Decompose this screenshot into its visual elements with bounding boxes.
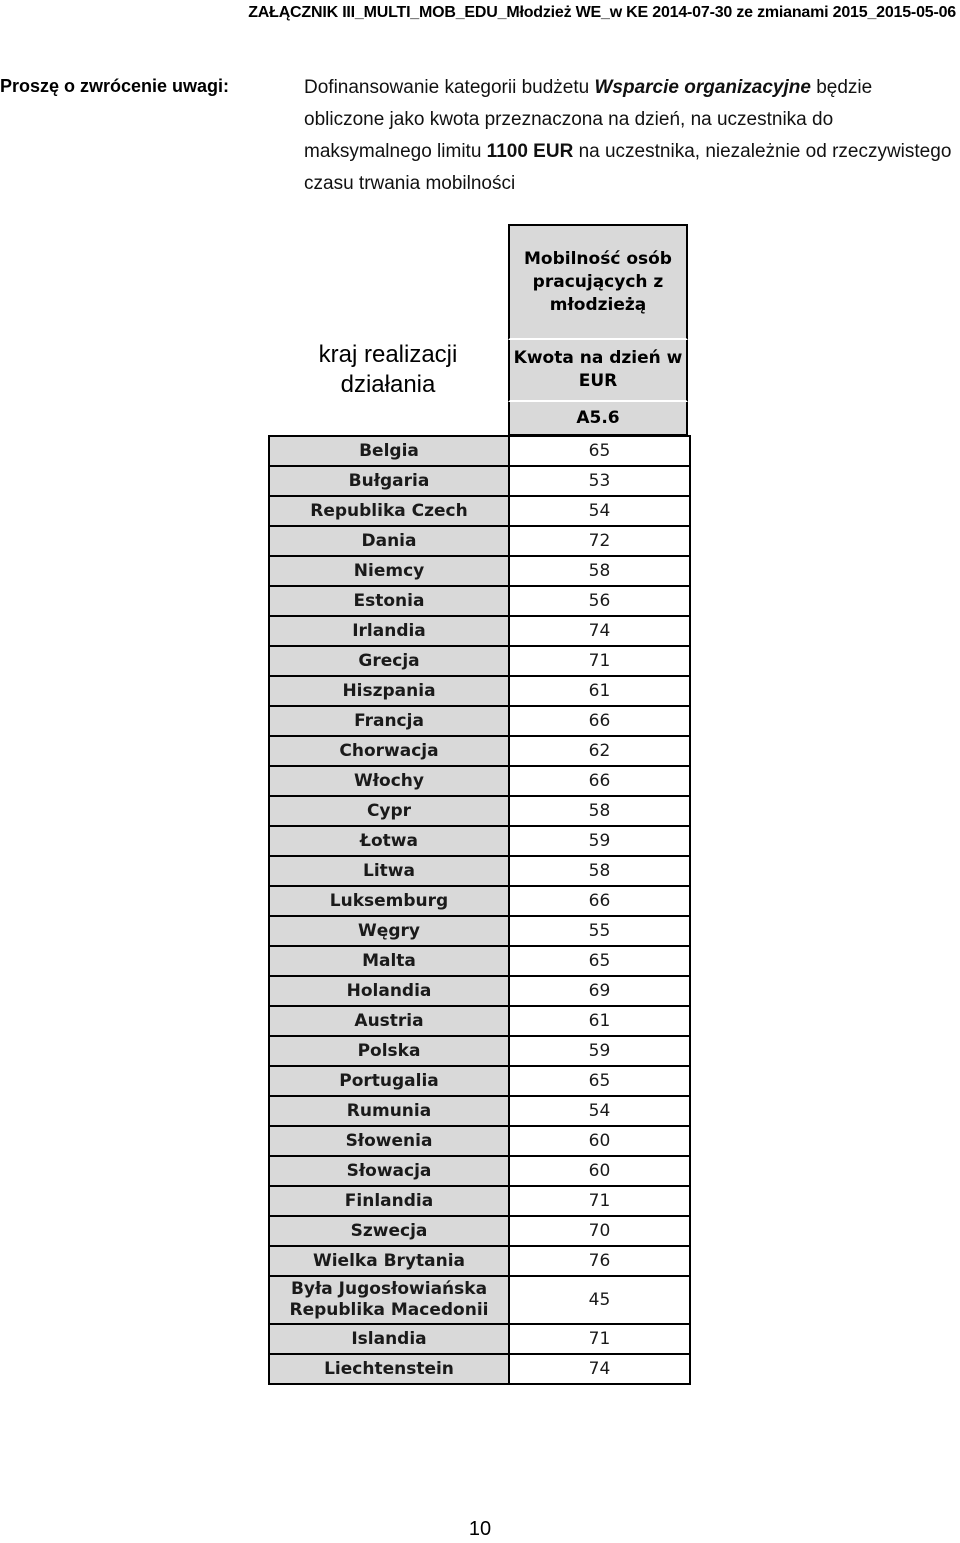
country-cell: Była Jugosłowiańska Republika Macedonii <box>269 1276 509 1324</box>
rates-table-body <box>269 436 690 1384</box>
table-row <box>269 1066 690 1096</box>
amount-cell: 74 <box>509 616 690 646</box>
amount-cell: 61 <box>509 1006 690 1036</box>
document-header: ZAŁĄCZNIK III_MULTI_MOB_EDU_Młodzież WE_w KE 2014-07-30 ze zmianami 2015_2015-05-06 <box>248 4 956 21</box>
country-cell: Rumunia <box>269 1096 509 1126</box>
country-cell: Estonia <box>269 586 509 616</box>
table-row <box>269 436 690 466</box>
code-subheader: A5.6 <box>508 402 688 436</box>
amount-cell: 58 <box>509 856 690 886</box>
amount-cell: 55 <box>509 916 690 946</box>
country-cell: Holandia <box>269 976 509 1006</box>
country-cell: Islandia <box>269 1324 509 1354</box>
note-label: Proszę o zwrócenie uwagi: <box>0 76 230 96</box>
amount-cell: 53 <box>509 466 690 496</box>
amount-cell: 70 <box>509 1216 690 1246</box>
table-row <box>269 946 690 976</box>
amount-cell: 58 <box>509 796 690 826</box>
amount-cell: 76 <box>509 1246 690 1276</box>
amount-cell: 54 <box>509 496 690 526</box>
country-cell: Szwecja <box>269 1216 509 1246</box>
table-row <box>269 676 690 706</box>
mobility-column-header: Mobilność osób pracujących z młodzieżą <box>508 224 688 340</box>
note-text-part-3: na uczestnika, niezależnie od rzeczywistego czasu trwania mobilności <box>304 141 952 194</box>
amount-cell: 56 <box>509 586 690 616</box>
table-row <box>269 976 690 1006</box>
amount-cell: 65 <box>509 1066 690 1096</box>
table-row <box>269 766 690 796</box>
table-row <box>269 526 690 556</box>
rates-table <box>268 435 691 1385</box>
table-row <box>269 886 690 916</box>
amount-cell: 45 <box>509 1276 690 1324</box>
country-cell: Republika Czech <box>269 496 509 526</box>
amount-cell: 60 <box>509 1156 690 1186</box>
country-column-header: kraj realizacji działania <box>318 341 458 398</box>
country-cell: Włochy <box>269 766 509 796</box>
note-text <box>304 72 954 200</box>
note-text-limit: 1100 EUR <box>486 141 574 162</box>
country-cell: Portugalia <box>269 1066 509 1096</box>
country-cell: Francja <box>269 706 509 736</box>
amount-cell: 59 <box>509 826 690 856</box>
country-cell: Łotwa <box>269 826 509 856</box>
amount-subheader: Kwota na dzień w EUR <box>508 340 688 402</box>
country-cell: Niemcy <box>269 556 509 586</box>
note-text-part-2: będzie obliczone jako kwota przeznaczona na dzień, na uczestnika do maksymalnego limitu <box>304 77 873 162</box>
table-row <box>269 1096 690 1126</box>
table-row <box>269 1156 690 1186</box>
table-row <box>269 1276 690 1324</box>
amount-cell: 60 <box>509 1126 690 1156</box>
country-cell: Austria <box>269 1006 509 1036</box>
amount-cell: 66 <box>509 766 690 796</box>
country-cell: Słowenia <box>269 1126 509 1156</box>
table-row <box>269 466 690 496</box>
table-row <box>269 856 690 886</box>
table-row <box>269 496 690 526</box>
amount-cell: 72 <box>509 526 690 556</box>
note-text-emphasis: Wsparcie organizacyjne <box>594 77 811 98</box>
amount-cell: 66 <box>509 886 690 916</box>
table-row <box>269 1354 690 1384</box>
amount-cell: 65 <box>509 946 690 976</box>
amount-cell: 59 <box>509 1036 690 1066</box>
amount-cell: 61 <box>509 676 690 706</box>
amount-cell: 65 <box>509 436 690 466</box>
table-row <box>269 1246 690 1276</box>
country-cell: Grecja <box>269 646 509 676</box>
amount-cell: 58 <box>509 556 690 586</box>
amount-cell: 66 <box>509 706 690 736</box>
country-cell: Polska <box>269 1036 509 1066</box>
table-row <box>269 616 690 646</box>
country-cell: Luksemburg <box>269 886 509 916</box>
table-row <box>269 1006 690 1036</box>
table-row <box>269 586 690 616</box>
country-cell: Węgry <box>269 916 509 946</box>
country-cell: Cypr <box>269 796 509 826</box>
amount-cell: 71 <box>509 1324 690 1354</box>
country-cell: Bułgaria <box>269 466 509 496</box>
table-row <box>269 1324 690 1354</box>
country-cell: Malta <box>269 946 509 976</box>
table-row <box>269 646 690 676</box>
table-row <box>269 1036 690 1066</box>
country-cell: Irlandia <box>269 616 509 646</box>
country-cell: Słowacja <box>269 1156 509 1186</box>
table-row <box>269 916 690 946</box>
table-row <box>269 1186 690 1216</box>
table-row <box>269 556 690 586</box>
country-cell: Dania <box>269 526 509 556</box>
amount-cell: 69 <box>509 976 690 1006</box>
table-row <box>269 796 690 826</box>
page-number: 10 <box>468 1518 492 1540</box>
amount-cell: 71 <box>509 646 690 676</box>
country-cell: Wielka Brytania <box>269 1246 509 1276</box>
country-cell: Litwa <box>269 856 509 886</box>
table-row <box>269 1216 690 1246</box>
table-row <box>269 1126 690 1156</box>
table-row <box>269 736 690 766</box>
country-cell: Finlandia <box>269 1186 509 1216</box>
amount-cell: 54 <box>509 1096 690 1126</box>
country-cell: Hiszpania <box>269 676 509 706</box>
country-cell: Liechtenstein <box>269 1354 509 1384</box>
table-row <box>269 706 690 736</box>
country-cell: Chorwacja <box>269 736 509 766</box>
amount-cell: 71 <box>509 1186 690 1216</box>
country-cell: Belgia <box>269 436 509 466</box>
note-text-part-1: Dofinansowanie kategorii budżetu <box>304 77 595 98</box>
amount-cell: 62 <box>509 736 690 766</box>
table-row <box>269 826 690 856</box>
amount-cell: 74 <box>509 1354 690 1384</box>
